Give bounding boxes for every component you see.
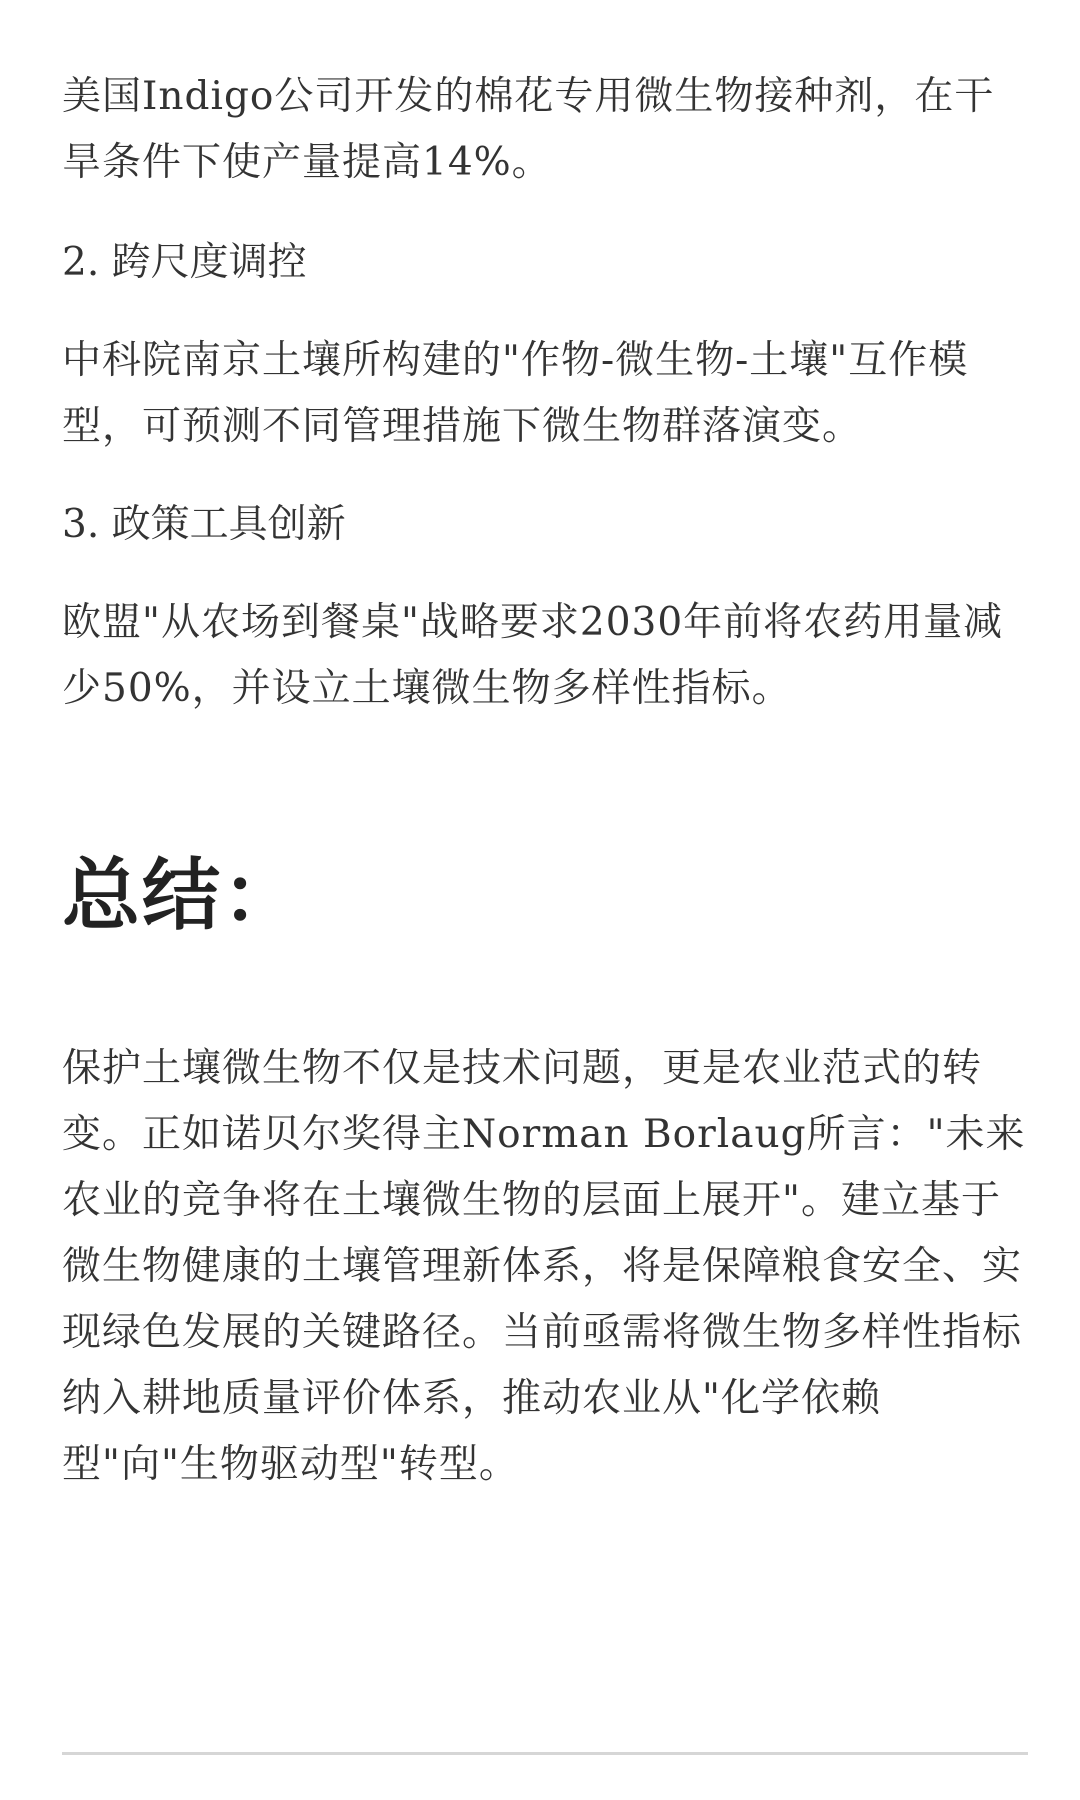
- summary-paragraph: 保护土壤微生物不仅是技术问题，更是农业范式的转变。正如诺贝尔奖得主Norman Borlaug所言："未来农业的竞争将在土壤微生物的层面上展开"。建立基于微生物健康的土壤管理新体系，将是保障粮食安全、实现绿色发展的关键路径。当前亟需将微生物多样性指标纳入耕地质量评价体系，推动农业从"化学依赖型"向"生物驱动型"转型。: [62, 1046, 1026, 1487]
- paragraph-indigo-inoculant: 美国Indigo公司开发的棉花专用微生物接种剂，在干旱条件下使产量提高14%。: [62, 74, 995, 185]
- subheading-policy-innovation: 3. 政策工具创新: [62, 502, 346, 547]
- paragraph-nanjing-model: 中科院南京土壤所构建的"作物-微生物-土壤"互作模型，可预测不同管理措施下微生物群落演变。: [62, 338, 969, 449]
- subheading-cross-scale-regulation: 2. 跨尺度调控: [62, 240, 307, 285]
- bottom-divider: [62, 1752, 1028, 1755]
- paragraph-eu-strategy: 欧盟"从农场到餐桌"战略要求2030年前将农药用量减少50%，并设立土壤微生物多样性指标。: [62, 600, 1004, 711]
- summary-heading: 总结：: [62, 850, 303, 941]
